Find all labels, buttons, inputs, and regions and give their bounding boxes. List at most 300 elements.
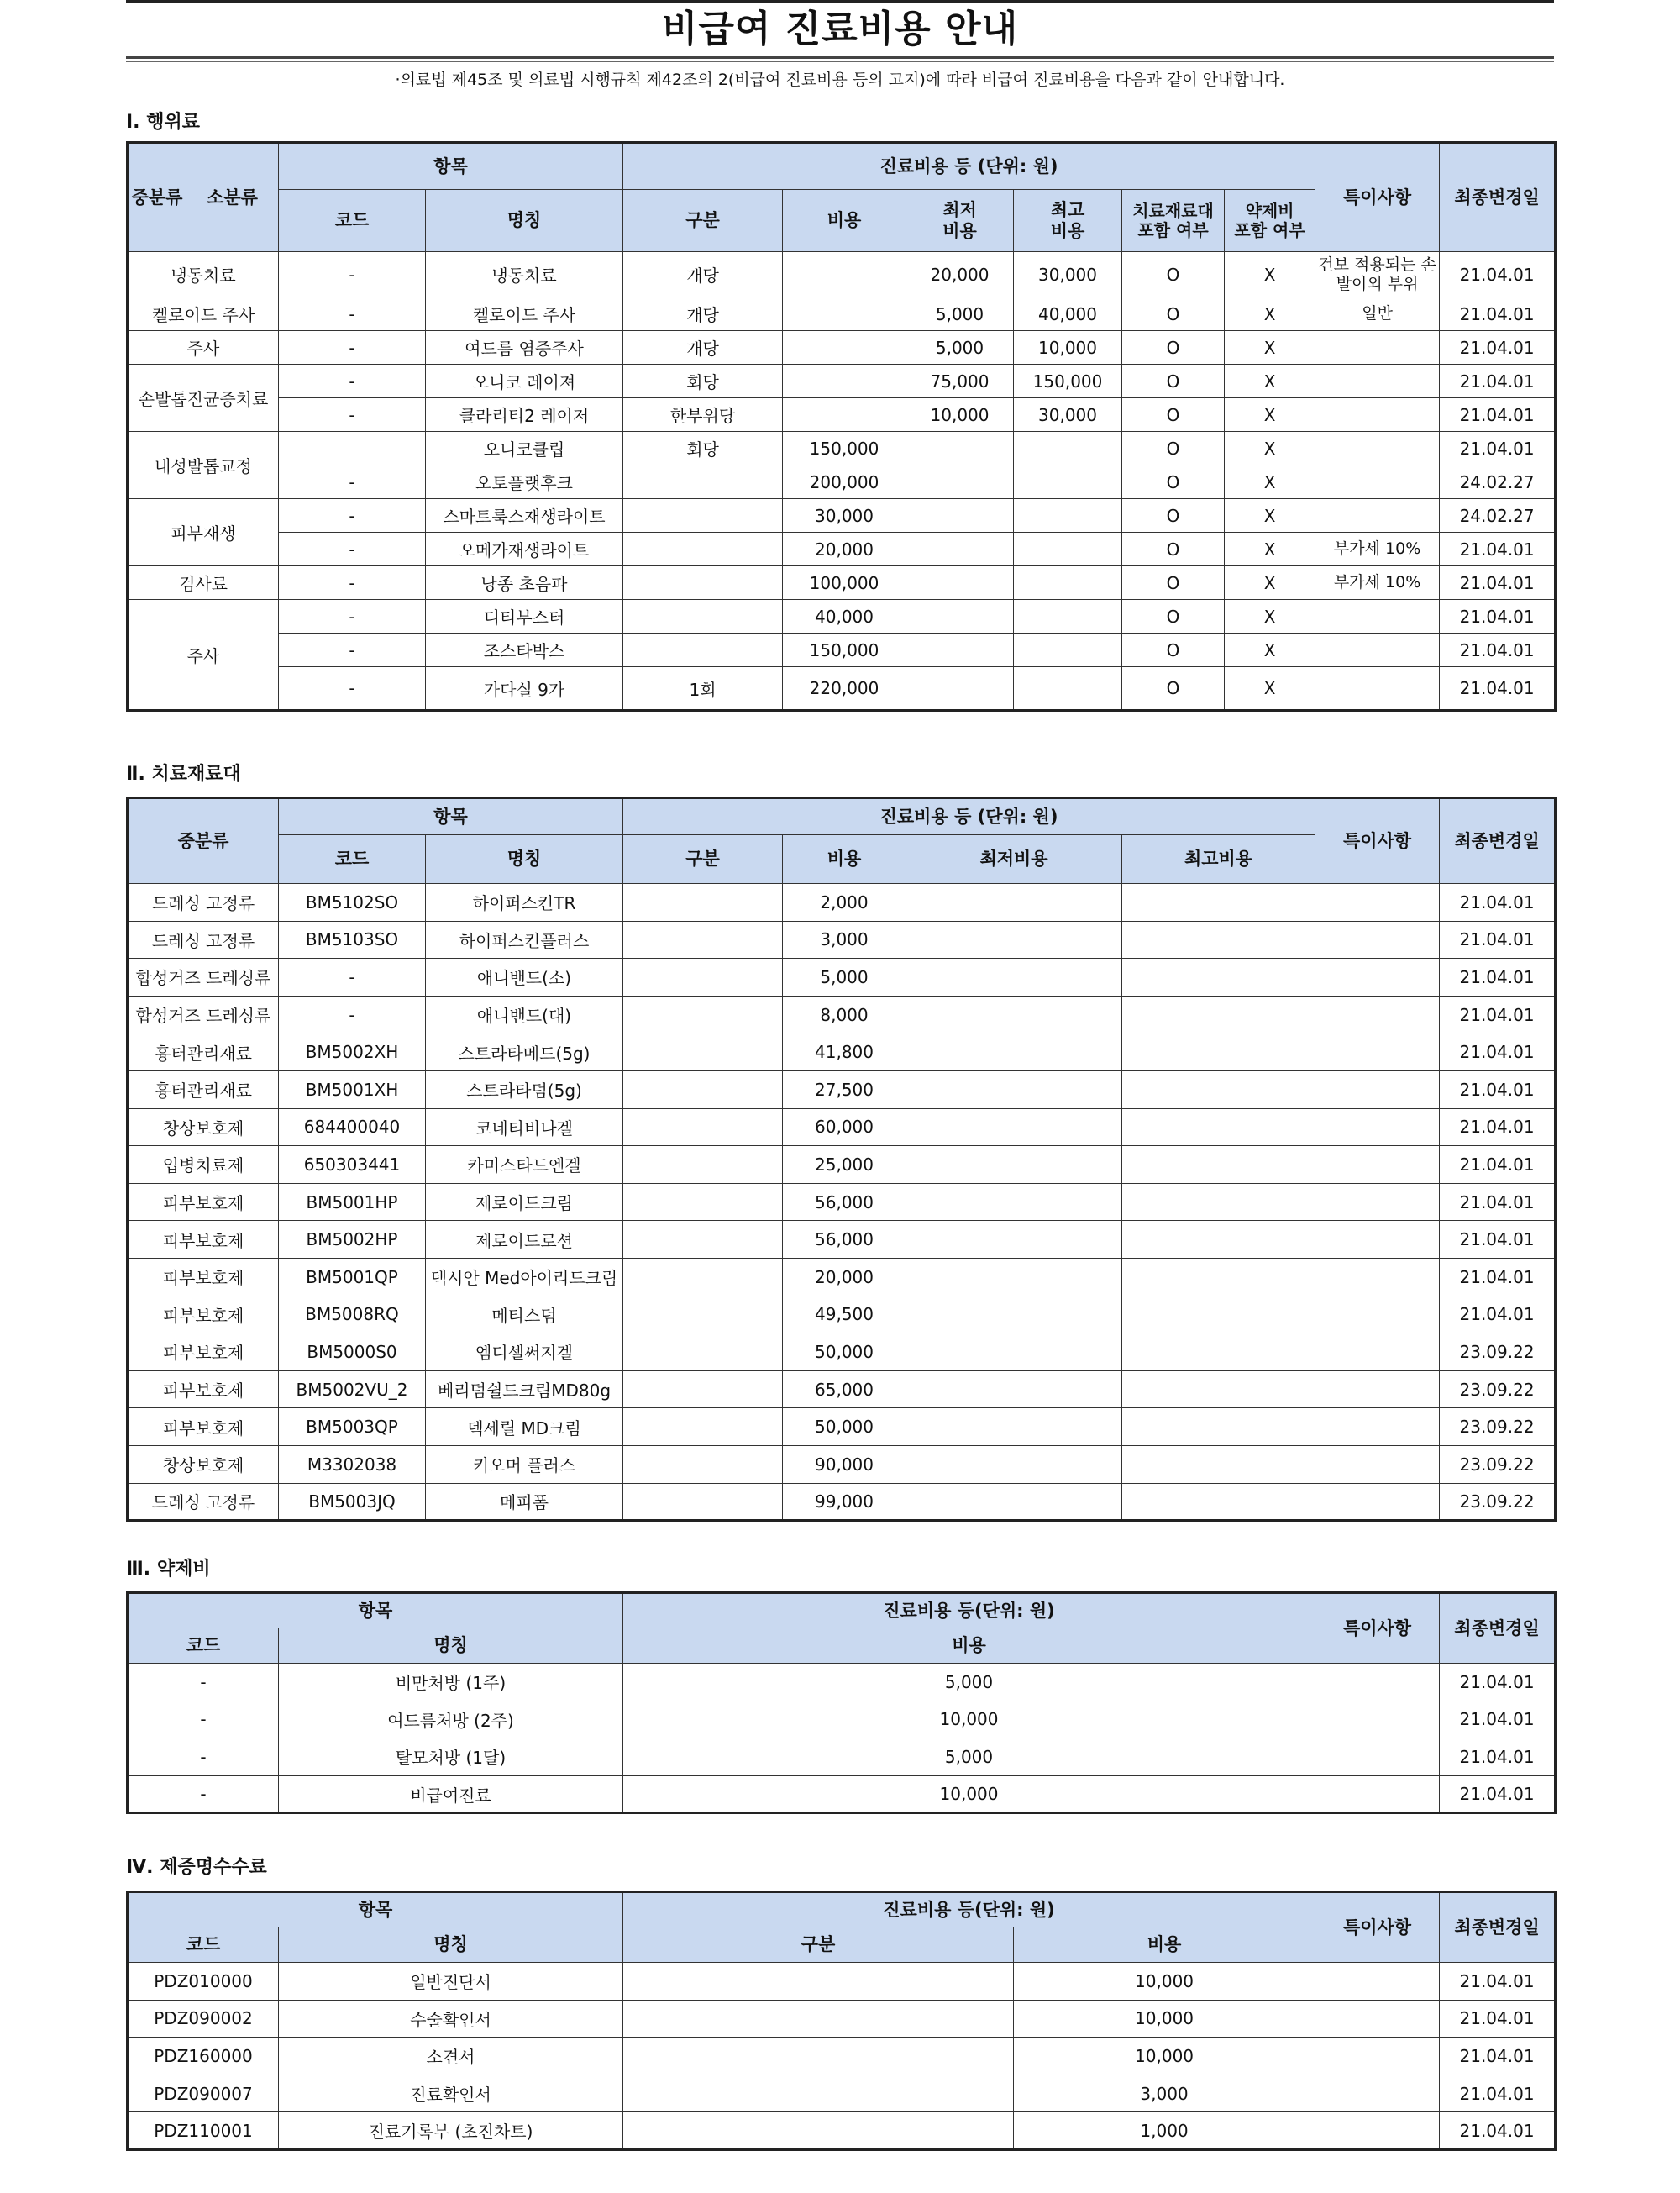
- section-title-certificates: Ⅳ. 제증명수수료: [126, 1857, 267, 1878]
- material-included-cell: O: [1122, 365, 1225, 398]
- code-cell: BM5003QP: [279, 1408, 426, 1446]
- note-cell: [1315, 1070, 1440, 1108]
- cost-cell: 5,000: [783, 959, 906, 997]
- type-cell: 한부위당: [623, 398, 783, 432]
- table-row: [128, 2038, 1556, 2075]
- code-cell: 684400040: [279, 1108, 426, 1146]
- date-cell: 21.04.01: [1440, 667, 1556, 711]
- cost-cell: 3,000: [783, 921, 906, 959]
- table-row: [128, 465, 1556, 499]
- max-cost-cell: 30,000: [1014, 398, 1122, 432]
- max-cost-cell: [1122, 1183, 1315, 1221]
- date-cell: 21.04.01: [1440, 1146, 1556, 1184]
- min-cost-cell: [906, 499, 1014, 533]
- col-header: 코드: [279, 190, 426, 252]
- min-cost-cell: [906, 600, 1014, 634]
- col-header: 명칭: [279, 1628, 623, 1664]
- drug-included-cell: X: [1225, 667, 1315, 711]
- col-header: 명칭: [279, 1927, 623, 1963]
- type-cell: [623, 1146, 783, 1184]
- note-cell: [1315, 2075, 1440, 2112]
- code-cell: -: [128, 1701, 279, 1738]
- col-header: 최종변경일: [1440, 143, 1556, 252]
- note-cell: [1315, 1258, 1440, 1296]
- max-cost-cell: [1122, 1296, 1315, 1333]
- type-cell: [623, 1370, 783, 1408]
- max-cost-cell: [1122, 1333, 1315, 1371]
- code-cell: -: [279, 331, 426, 365]
- material-included-cell: O: [1122, 533, 1225, 566]
- note-cell: [1315, 2112, 1440, 2150]
- col-header: 특이사항: [1315, 798, 1440, 884]
- cost-cell: 56,000: [783, 1221, 906, 1259]
- table-row: [128, 398, 1556, 432]
- note-cell: [1315, 1483, 1440, 1521]
- name-cell: 키오머 플러스: [426, 1445, 623, 1483]
- col-header: 명칭: [426, 190, 623, 252]
- cost-cell: [783, 331, 906, 365]
- name-cell: 탈모처방 (1달): [279, 1738, 623, 1776]
- code-cell: -: [128, 1664, 279, 1701]
- category-cell: 피부보호제: [128, 1333, 279, 1371]
- note-cell: [1315, 921, 1440, 959]
- code-cell: -: [279, 959, 426, 997]
- code-cell: PDZ110001: [128, 2112, 279, 2150]
- col-group-header: 항목: [128, 1593, 623, 1628]
- col-header: 중분류: [128, 143, 186, 252]
- table-row: [128, 1070, 1556, 1108]
- type-cell: [623, 1070, 783, 1108]
- note-cell: [1315, 884, 1440, 922]
- note-cell: [1315, 1221, 1440, 1259]
- col-header: 구분: [623, 835, 783, 884]
- code-cell: BM5102SO: [279, 884, 426, 922]
- max-cost-cell: [1122, 1258, 1315, 1296]
- code-cell: BM5001XH: [279, 1070, 426, 1108]
- date-cell: 21.04.01: [1440, 533, 1556, 566]
- table-row: [128, 1738, 1556, 1776]
- material-included-cell: O: [1122, 566, 1225, 600]
- col-header: 약제비 포함 여부: [1225, 190, 1315, 252]
- code-cell: BM5000S0: [279, 1333, 426, 1371]
- note-cell: [1315, 996, 1440, 1033]
- name-cell: 비만처방 (1주): [279, 1664, 623, 1701]
- date-cell: 23.09.22: [1440, 1370, 1556, 1408]
- type-cell: 개당: [623, 331, 783, 365]
- cost-cell: 20,000: [783, 1258, 906, 1296]
- type-cell: [623, 1445, 783, 1483]
- date-cell: 21.04.01: [1440, 1108, 1556, 1146]
- col-header: 구분: [623, 190, 783, 252]
- note-cell: [1315, 398, 1440, 432]
- category-cell: 냉동치료: [128, 252, 279, 297]
- date-cell: 21.04.01: [1440, 1070, 1556, 1108]
- max-cost-cell: [1014, 465, 1122, 499]
- min-cost-cell: [906, 1033, 1122, 1071]
- note-cell: [1315, 365, 1440, 398]
- note-cell: [1315, 959, 1440, 997]
- type-cell: [623, 996, 783, 1033]
- date-cell: 21.04.01: [1440, 2000, 1556, 2038]
- table-row: [128, 1183, 1556, 1221]
- type-cell: [623, 465, 783, 499]
- category-cell: 피부보호제: [128, 1296, 279, 1333]
- note-cell: [1315, 1664, 1440, 1701]
- col-header: 소분류: [186, 143, 279, 252]
- table-row: [128, 1483, 1556, 1521]
- code-cell: -: [279, 499, 426, 533]
- category-cell: 주사: [128, 600, 279, 711]
- col-header: 명칭: [426, 835, 623, 884]
- col-group-header: 진료비용 등 (단위: 원): [623, 798, 1315, 835]
- note-cell: [1315, 1963, 1440, 2001]
- table-row: [128, 1333, 1556, 1371]
- min-cost-cell: [906, 465, 1014, 499]
- max-cost-cell: [1014, 499, 1122, 533]
- min-cost-cell: [906, 1070, 1122, 1108]
- name-cell: 가다실 9가: [426, 667, 623, 711]
- code-cell: -: [279, 398, 426, 432]
- table-row: [128, 1370, 1556, 1408]
- table-row: [128, 1296, 1556, 1333]
- type-cell: [623, 1408, 783, 1446]
- table-row: [128, 1108, 1556, 1146]
- drug-included-cell: X: [1225, 365, 1315, 398]
- date-cell: 21.04.01: [1440, 252, 1556, 297]
- cost-cell: 100,000: [783, 566, 906, 600]
- date-cell: 21.04.01: [1440, 600, 1556, 634]
- min-cost-cell: 75,000: [906, 365, 1014, 398]
- type-cell: [623, 1333, 783, 1371]
- name-cell: 베리덤쉴드크림MD80g: [426, 1370, 623, 1408]
- col-header: 비용: [1014, 1927, 1315, 1963]
- name-cell: 디티부스터: [426, 600, 623, 634]
- code-cell: -: [128, 1738, 279, 1776]
- material-included-cell: O: [1122, 297, 1225, 331]
- cost-cell: 49,500: [783, 1296, 906, 1333]
- category-cell: 드레싱 고정류: [128, 921, 279, 959]
- max-cost-cell: [1122, 1445, 1315, 1483]
- table-row: [128, 297, 1556, 331]
- max-cost-cell: [1122, 1483, 1315, 1521]
- code-cell: [279, 432, 426, 465]
- date-cell: 23.09.22: [1440, 1333, 1556, 1371]
- name-cell: 진료확인서: [279, 2075, 623, 2112]
- cost-cell: 10,000: [1014, 1963, 1315, 2001]
- date-cell: 21.04.01: [1440, 1701, 1556, 1738]
- date-cell: 21.04.01: [1440, 398, 1556, 432]
- min-cost-cell: [906, 1483, 1122, 1521]
- table-row: [128, 2112, 1556, 2150]
- cost-cell: [783, 297, 906, 331]
- type-cell: [623, 1483, 783, 1521]
- cost-cell: 40,000: [783, 600, 906, 634]
- col-group-header: 진료비용 등 (단위: 원): [623, 143, 1315, 190]
- material-included-cell: O: [1122, 465, 1225, 499]
- date-cell: 21.04.01: [1440, 365, 1556, 398]
- code-cell: PDZ090007: [128, 2075, 279, 2112]
- max-cost-cell: 40,000: [1014, 297, 1122, 331]
- drug-fee-table: [126, 1591, 1557, 1814]
- category-cell: 켈로이드 주사: [128, 297, 279, 331]
- note-cell: [1315, 1738, 1440, 1776]
- code-cell: BM5001HP: [279, 1183, 426, 1221]
- col-header: 최저 비용: [906, 190, 1014, 252]
- page: [126, 0, 1554, 2143]
- material-included-cell: O: [1122, 331, 1225, 365]
- col-header: 비용: [783, 835, 906, 884]
- cost-cell: 60,000: [783, 1108, 906, 1146]
- cost-cell: 200,000: [783, 465, 906, 499]
- min-cost-cell: [906, 667, 1014, 711]
- category-cell: 흉터관리재료: [128, 1033, 279, 1071]
- code-cell: -: [279, 365, 426, 398]
- name-cell: 스마트룩스재생라이트: [426, 499, 623, 533]
- drug-included-cell: X: [1225, 252, 1315, 297]
- cost-cell: 41,800: [783, 1033, 906, 1071]
- name-cell: 카미스타드엔겔: [426, 1146, 623, 1184]
- name-cell: 하이퍼스킨TR: [426, 884, 623, 922]
- date-cell: 23.09.22: [1440, 1483, 1556, 1521]
- type-cell: [623, 1296, 783, 1333]
- date-cell: 21.04.01: [1440, 884, 1556, 922]
- max-cost-cell: [1014, 533, 1122, 566]
- name-cell: 제로이드크림: [426, 1183, 623, 1221]
- category-cell: 피부보호제: [128, 1258, 279, 1296]
- table-row: [128, 1408, 1556, 1446]
- table-row: [128, 2075, 1556, 2112]
- drug-included-cell: X: [1225, 297, 1315, 331]
- name-cell: 엠디셀써지겔: [426, 1333, 623, 1371]
- name-cell: 애니밴드(대): [426, 996, 623, 1033]
- min-cost-cell: [906, 884, 1122, 922]
- note-cell: [1315, 1108, 1440, 1146]
- col-header: 최종변경일: [1440, 798, 1556, 884]
- code-cell: PDZ090002: [128, 2000, 279, 2038]
- cost-cell: 8,000: [783, 996, 906, 1033]
- name-cell: 조스타박스: [426, 634, 623, 667]
- material-included-cell: O: [1122, 634, 1225, 667]
- max-cost-cell: 10,000: [1014, 331, 1122, 365]
- type-cell: [623, 1221, 783, 1259]
- cost-cell: 150,000: [783, 634, 906, 667]
- min-cost-cell: [906, 1221, 1122, 1259]
- code-cell: BM5001QP: [279, 1258, 426, 1296]
- cost-cell: [783, 365, 906, 398]
- table-row: [128, 996, 1556, 1033]
- min-cost-cell: [906, 1146, 1122, 1184]
- min-cost-cell: 20,000: [906, 252, 1014, 297]
- material-fee-table: [126, 797, 1557, 1522]
- type-cell: [623, 921, 783, 959]
- type-cell: [623, 533, 783, 566]
- col-header: 최종변경일: [1440, 1892, 1556, 1963]
- category-cell: 흉터관리재료: [128, 1070, 279, 1108]
- code-cell: -: [279, 634, 426, 667]
- note-cell: 건보 적용되는 손발이외 부위: [1315, 252, 1440, 297]
- table-row: [128, 959, 1556, 997]
- min-cost-cell: [906, 996, 1122, 1033]
- cost-cell: 5,000: [623, 1738, 1315, 1776]
- type-cell: [623, 634, 783, 667]
- min-cost-cell: [906, 1370, 1122, 1408]
- max-cost-cell: [1122, 1221, 1315, 1259]
- section-title-drugs: Ⅲ. 약제비: [126, 1559, 211, 1580]
- cost-cell: 150,000: [783, 432, 906, 465]
- date-cell: 21.04.01: [1440, 1738, 1556, 1776]
- drug-included-cell: X: [1225, 499, 1315, 533]
- drug-included-cell: X: [1225, 432, 1315, 465]
- col-header: 코드: [128, 1628, 279, 1664]
- min-cost-cell: [906, 533, 1014, 566]
- max-cost-cell: [1122, 1108, 1315, 1146]
- type-cell: [623, 1963, 1014, 2001]
- material-included-cell: O: [1122, 600, 1225, 634]
- max-cost-cell: [1122, 884, 1315, 922]
- min-cost-cell: [906, 432, 1014, 465]
- cost-cell: [783, 398, 906, 432]
- note-cell: [1315, 1408, 1440, 1446]
- type-cell: [623, 600, 783, 634]
- col-header: 최저비용: [906, 835, 1122, 884]
- table-row: [128, 1963, 1556, 2001]
- date-cell: 21.04.01: [1440, 1258, 1556, 1296]
- title-underline: [126, 56, 1554, 62]
- max-cost-cell: [1014, 566, 1122, 600]
- max-cost-cell: [1122, 921, 1315, 959]
- category-cell: 창상보호제: [128, 1108, 279, 1146]
- type-cell: [623, 2000, 1014, 2038]
- table-row: [128, 1445, 1556, 1483]
- name-cell: 메피폼: [426, 1483, 623, 1521]
- type-cell: [623, 2112, 1014, 2150]
- max-cost-cell: [1122, 1146, 1315, 1184]
- section-title-materials: Ⅱ. 치료재료대: [126, 764, 241, 785]
- min-cost-cell: [906, 1296, 1122, 1333]
- name-cell: 일반진단서: [279, 1963, 623, 2001]
- date-cell: 21.04.01: [1440, 1775, 1556, 1813]
- drug-included-cell: X: [1225, 465, 1315, 499]
- date-cell: 21.04.01: [1440, 2112, 1556, 2150]
- name-cell: 여드름처방 (2주): [279, 1701, 623, 1738]
- cost-cell: 27,500: [783, 1070, 906, 1108]
- name-cell: 소견서: [279, 2038, 623, 2075]
- table-row: [128, 667, 1556, 711]
- drug-included-cell: X: [1225, 600, 1315, 634]
- table-row: [128, 1146, 1556, 1184]
- name-cell: 비급여진료: [279, 1775, 623, 1813]
- note-cell: [1315, 1146, 1440, 1184]
- col-group-header: 항목: [279, 798, 623, 835]
- max-cost-cell: [1014, 432, 1122, 465]
- cost-cell: 1,000: [1014, 2112, 1315, 2150]
- max-cost-cell: [1122, 1370, 1315, 1408]
- certificate-fee-table: [126, 1891, 1557, 2151]
- drug-included-cell: X: [1225, 566, 1315, 600]
- category-cell: 입병치료제: [128, 1146, 279, 1184]
- cost-cell: 3,000: [1014, 2075, 1315, 2112]
- note-cell: [1315, 465, 1440, 499]
- col-header: 중분류: [128, 798, 279, 884]
- type-cell: [623, 1108, 783, 1146]
- material-included-cell: O: [1122, 398, 1225, 432]
- note-cell: 부가세 10%: [1315, 566, 1440, 600]
- category-cell: 피부보호제: [128, 1408, 279, 1446]
- category-cell: 피부보호제: [128, 1370, 279, 1408]
- table-row: [128, 365, 1556, 398]
- note-cell: [1315, 634, 1440, 667]
- drug-included-cell: X: [1225, 331, 1315, 365]
- code-cell: BM5103SO: [279, 921, 426, 959]
- min-cost-cell: 5,000: [906, 331, 1014, 365]
- code-cell: PDZ010000: [128, 1963, 279, 2001]
- date-cell: 21.04.01: [1440, 566, 1556, 600]
- code-cell: -: [128, 1775, 279, 1813]
- cost-cell: 220,000: [783, 667, 906, 711]
- type-cell: [623, 959, 783, 997]
- table-row: [128, 1258, 1556, 1296]
- col-header: 특이사항: [1315, 1593, 1440, 1664]
- date-cell: 21.04.01: [1440, 432, 1556, 465]
- col-group-header: 진료비용 등(단위: 원): [623, 1593, 1315, 1628]
- col-header: 코드: [128, 1927, 279, 1963]
- category-cell: 내성발톱교정: [128, 432, 279, 499]
- code-cell: -: [279, 465, 426, 499]
- max-cost-cell: [1122, 1033, 1315, 1071]
- note-cell: [1315, 1333, 1440, 1371]
- name-cell: 스트라타메드(5g): [426, 1033, 623, 1071]
- date-cell: 21.04.01: [1440, 2075, 1556, 2112]
- cost-cell: 90,000: [783, 1445, 906, 1483]
- date-cell: 24.02.27: [1440, 499, 1556, 533]
- drug-included-cell: X: [1225, 533, 1315, 566]
- table-row: [128, 1221, 1556, 1259]
- code-cell: 650303441: [279, 1146, 426, 1184]
- table-row: [128, 2000, 1556, 2038]
- table-row: [128, 1033, 1556, 1071]
- date-cell: 21.04.01: [1440, 1033, 1556, 1071]
- type-cell: 개당: [623, 297, 783, 331]
- category-cell: 합성거즈 드레싱류: [128, 996, 279, 1033]
- date-cell: 21.04.01: [1440, 1664, 1556, 1701]
- note-cell: [1315, 1033, 1440, 1071]
- cost-cell: 25,000: [783, 1146, 906, 1184]
- code-cell: BM5002HP: [279, 1221, 426, 1259]
- type-cell: 회당: [623, 432, 783, 465]
- cost-cell: 5,000: [623, 1664, 1315, 1701]
- name-cell: 코네티비나겔: [426, 1108, 623, 1146]
- name-cell: 덱시안 Med아이리드크림: [426, 1258, 623, 1296]
- note-cell: 일반: [1315, 297, 1440, 331]
- min-cost-cell: [906, 1408, 1122, 1446]
- name-cell: 오니코클립: [426, 432, 623, 465]
- legal-notice: ·의료법 제45조 및 의료법 시행규칙 제42조의 2(비급여 진료비용 등의 고지)에 따라 비급여 진료비용을 다음과 같이 안내합니다.: [395, 71, 1285, 89]
- note-cell: [1315, 600, 1440, 634]
- name-cell: 낭종 초음파: [426, 566, 623, 600]
- category-cell: 피부보호제: [128, 1221, 279, 1259]
- date-cell: 24.02.27: [1440, 465, 1556, 499]
- cost-cell: 20,000: [783, 533, 906, 566]
- note-cell: [1315, 2038, 1440, 2075]
- max-cost-cell: 30,000: [1014, 252, 1122, 297]
- date-cell: 21.04.01: [1440, 331, 1556, 365]
- col-group-header: 진료비용 등(단위: 원): [623, 1892, 1315, 1927]
- category-cell: 창상보호제: [128, 1445, 279, 1483]
- category-cell: 주사: [128, 331, 279, 365]
- code-cell: BM5002XH: [279, 1033, 426, 1071]
- type-cell: [623, 1258, 783, 1296]
- date-cell: 21.04.01: [1440, 996, 1556, 1033]
